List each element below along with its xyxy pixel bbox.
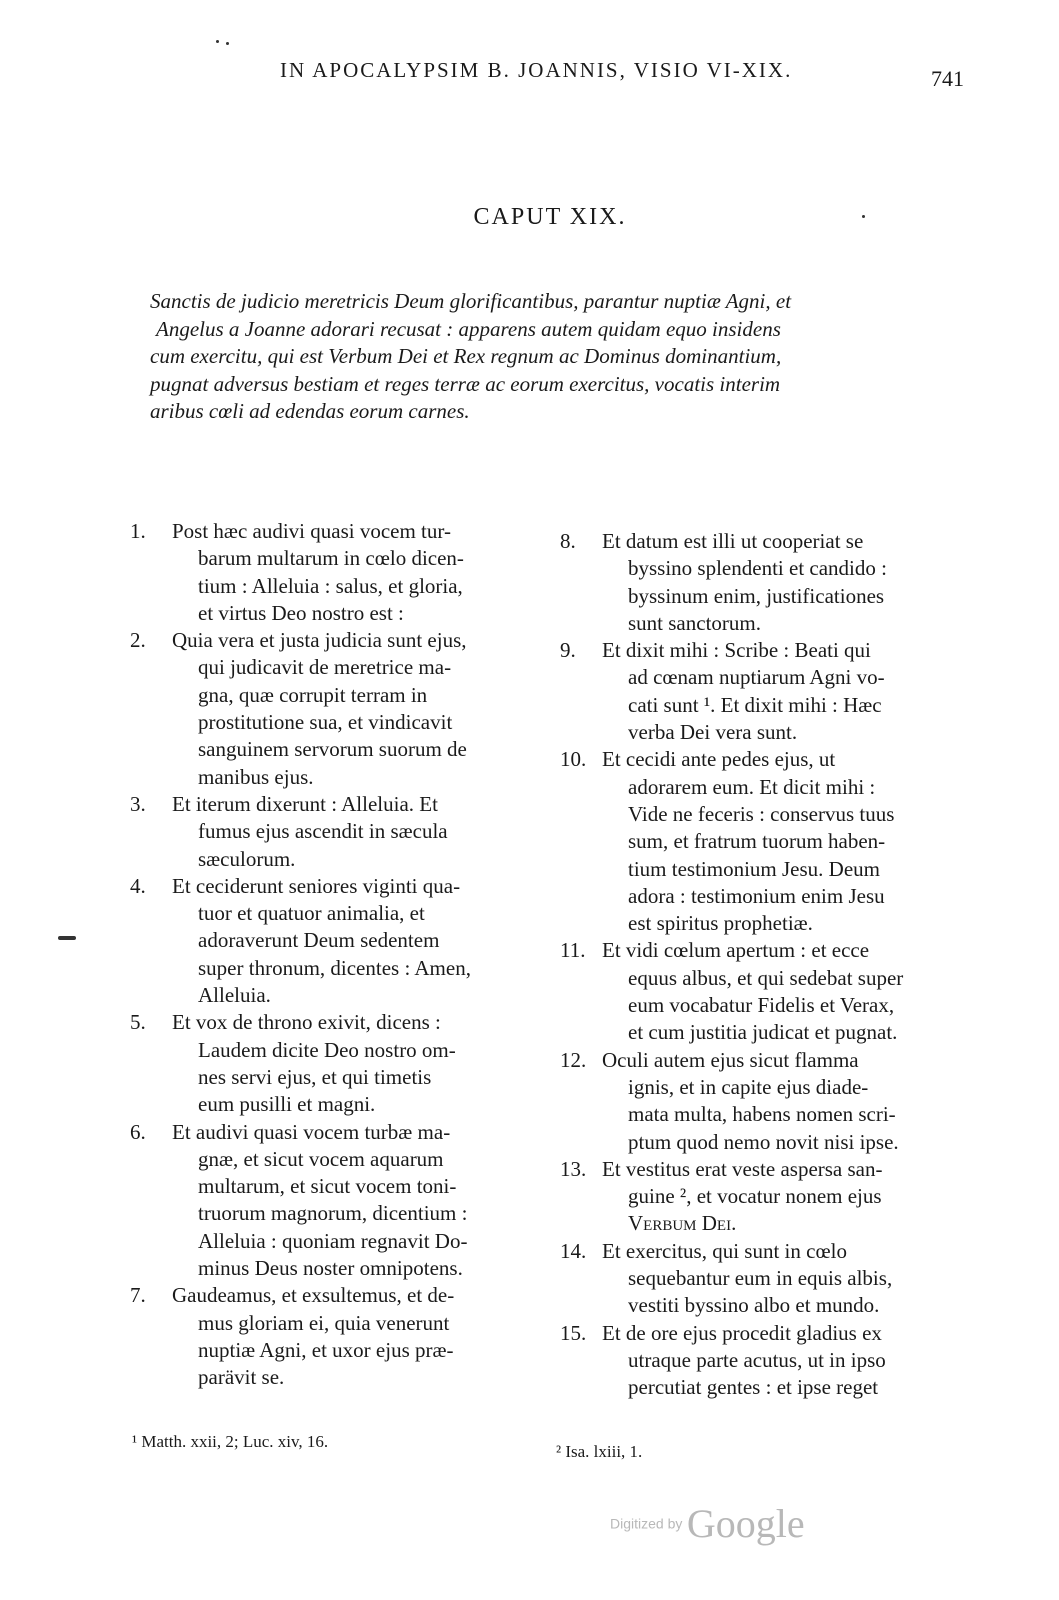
verse	[560, 1156, 955, 1238]
verse-text: Post hæc audivi quasi vocem tur-	[172, 519, 451, 543]
print-speck	[216, 40, 219, 43]
verse-line: adorarem eum. Et dicit mihi :	[628, 774, 876, 799]
verse	[560, 528, 955, 637]
verse-line: est spiritus prophetiæ.	[628, 911, 813, 936]
verse-number: 1.	[130, 519, 146, 543]
verse-first-line	[130, 1282, 530, 1309]
verse-first-line	[560, 637, 955, 664]
verse	[560, 937, 955, 1046]
verse-line: Laudem dicite Deo nostro om-	[198, 1037, 456, 1062]
verse-line: nuptiæ Agni, et uxor ejus præ-	[198, 1337, 454, 1362]
verse-line: minus Deus noster omnipotens.	[198, 1256, 463, 1281]
google-logo: Google	[686, 1501, 805, 1546]
verse-line: utraque parte acutus, ut in ipso	[628, 1347, 886, 1372]
verse-number: 15.	[560, 1320, 587, 1345]
verse	[560, 1320, 955, 1402]
verse-text: Et vidi cœlum apertum : et ecce	[602, 938, 870, 963]
verse-line: gna, quæ corrupit terram in	[198, 682, 428, 707]
summary-line: pugnat adversus bestiam et reges terræ ac eorum exercitus, vocatis interim	[150, 371, 781, 396]
verse-first-line	[130, 873, 530, 900]
summary-line: Angelus a Joanne adorari recusat : apparens autem quidam equo insidens	[156, 316, 781, 341]
verse-first-line	[560, 528, 955, 555]
verse-number: 9.	[560, 638, 576, 663]
digitized-watermark	[610, 1500, 805, 1547]
verse-line: mus gloriam ei, quia venerunt	[198, 1310, 450, 1335]
verse-line: sæculorum.	[198, 846, 296, 871]
verse-line: percutiat gentes : et ipse reget	[628, 1375, 879, 1400]
verse-first-line	[560, 1156, 955, 1183]
verse-line: ignis, et in capite ejus diade-	[628, 1074, 869, 1099]
right-column	[560, 528, 955, 1402]
verse-line: sunt sanctorum.	[628, 610, 761, 635]
verse-number: 12.	[560, 1047, 587, 1072]
left-column	[130, 518, 530, 1392]
verse-line: ad cœnam nuptiarum Agni vo-	[628, 665, 885, 690]
chapter-summary	[150, 288, 956, 426]
verse-line: multarum, et sicut vocem toni-	[198, 1174, 457, 1199]
verse-number: 8.	[560, 529, 576, 553]
verse-line: qui judicavit de meretrice ma-	[198, 655, 452, 680]
verse-line: gnæ, et sicut vocem aquarum	[198, 1146, 444, 1171]
verse-number: 13.	[560, 1156, 587, 1181]
verse-line: sum, et fratrum tuorum haben-	[628, 829, 886, 854]
verse-line: barum multarum in cœlo dicen-	[198, 546, 464, 571]
verse-first-line	[560, 1238, 955, 1265]
verse-text: Oculi autem ejus sicut flamma	[602, 1047, 859, 1072]
verse-line: eum pusilli et magni.	[198, 1092, 376, 1117]
verse-text: Et audivi quasi vocem turbæ ma-	[172, 1119, 451, 1144]
verse-number: 3.	[130, 791, 146, 816]
print-speck	[226, 42, 229, 45]
verse-number: 14.	[560, 1238, 587, 1263]
verse	[560, 1238, 955, 1320]
verse	[560, 1047, 955, 1156]
verse-line: nes servi ejus, et qui timetis	[198, 1064, 432, 1089]
verse-first-line	[560, 1320, 955, 1347]
verse-number: 6.	[130, 1119, 146, 1144]
verse-line: tium testimonium Jesu. Deum	[628, 856, 880, 881]
verse-line: sanguinem servorum suorum de	[198, 737, 467, 762]
verse-line: mata multa, habens nomen scri-	[628, 1102, 896, 1127]
verse-line: ptum quod nemo novit nisi ipse.	[628, 1129, 899, 1154]
verse	[130, 1282, 530, 1391]
chapter-title: CAPUT XIX.	[473, 204, 627, 230]
verse-number: 11.	[560, 938, 586, 963]
verse-line: super thronum, dicentes : Amen,	[198, 955, 471, 980]
verse-first-line	[560, 937, 955, 964]
running-head: IN APOCALYPSIM B. JOANNIS, VISIO VI-XIX.	[280, 58, 793, 82]
verse-text: Et de ore ejus procedit gladius ex	[602, 1320, 882, 1345]
verse-number: 10.	[560, 747, 587, 772]
verse-text: Quia vera et justa judicia sunt ejus,	[172, 628, 467, 653]
verse-first-line	[560, 746, 955, 773]
verse-number: 7.	[130, 1283, 146, 1308]
footnote-right: ² Isa. lxiii, 1.	[556, 1442, 643, 1461]
verse-line: Alleluia : quoniam regnavit Do-	[198, 1228, 468, 1253]
verse-text: Et dixit mihi : Scribe : Beati qui	[602, 638, 871, 663]
summary-line: aribus cœli ad edendas eorum carnes.	[150, 399, 470, 423]
verse-line: fumus ejus ascendit in sæcula	[198, 819, 448, 844]
verse-line: et cum justitia judicat et pugnat.	[628, 1020, 898, 1045]
verse-first-line	[130, 518, 530, 545]
verse-first-line	[130, 627, 530, 654]
verse	[130, 791, 530, 873]
print-speck	[58, 936, 76, 940]
verse	[560, 637, 955, 746]
verse-line: equus albus, et qui sedebat super	[628, 965, 904, 990]
verse-line: parävit se.	[198, 1365, 285, 1390]
verse-number: 5.	[130, 1010, 146, 1035]
verse-text: Et vox de throno exivit, dicens :	[172, 1010, 441, 1035]
verse-line: manibus ejus.	[198, 764, 314, 789]
print-speck	[862, 215, 865, 218]
verse-line: adoraverunt Deum sedentem	[198, 928, 440, 953]
page-number: 741	[931, 66, 964, 91]
verse-line: cati sunt ¹. Et dixit mihi : Hæc	[628, 692, 882, 717]
verse-text: Et datum est illi ut cooperiat se	[602, 529, 864, 553]
summary-line: Sanctis de judicio meretricis Deum glorificantibus, parantur nuptiæ Agni, et	[150, 289, 792, 313]
verse-line: byssino splendenti et candido :	[628, 556, 887, 581]
verse-text: Et vestitus erat veste aspersa san-	[602, 1156, 883, 1181]
verse-line: sequebantur eum in equis albis,	[628, 1266, 893, 1291]
verse-text: Et ceciderunt seniores viginti qua-	[172, 873, 461, 898]
verse	[130, 1119, 530, 1283]
verse-first-line	[130, 1009, 530, 1036]
verse	[130, 627, 530, 791]
verse-line: byssinum enim, justificationes	[628, 583, 885, 608]
footnote-left: ¹ Matth. xxii, 2; Luc. xiv, 16.	[132, 1432, 329, 1451]
verse	[130, 518, 530, 627]
verse	[130, 873, 530, 1009]
verse-line: adora : testimonium enim Jesu	[628, 883, 885, 908]
verse-line: et virtus Deo nostro est :	[198, 600, 404, 625]
verse-line: eum vocabatur Fidelis et Verax,	[628, 993, 895, 1018]
verse-line: guine ², et vocatur nonem ejus	[628, 1184, 882, 1209]
verse-number: 4.	[130, 873, 146, 898]
verse-text: Et exercitus, qui sunt in cœlo	[602, 1238, 847, 1263]
verse-first-line	[560, 1047, 955, 1074]
watermark-prefix: Digitized by	[610, 1515, 683, 1532]
verse-line: tuor et quatuor animalia, et	[198, 901, 425, 926]
verse-text: Et iterum dixerunt : Alleluia. Et	[172, 791, 438, 816]
verse	[130, 1009, 530, 1118]
summary-line: cum exercitu, qui est Verbum Dei et Rex regnum ac Dominus dominantium,	[150, 344, 782, 368]
verse	[560, 746, 955, 937]
verse-line: vestiti byssino albo et mundo.	[628, 1293, 880, 1318]
verse-line: truorum magnorum, dicentium :	[198, 1201, 468, 1226]
verse-first-line	[130, 1119, 530, 1146]
verse-line: verba Dei vera sunt.	[628, 720, 798, 745]
verse-number: 2.	[130, 628, 146, 653]
verse-line: prostitutione sua, et vindicavit	[198, 710, 453, 735]
verse-line: Alleluia.	[198, 983, 271, 1008]
verse-line: tium : Alleluia : salus, et gloria,	[198, 573, 463, 598]
verse-text: Gaudeamus, et exsultemus, et de-	[172, 1283, 455, 1308]
verse-text: Et cecidi ante pedes ejus, ut	[602, 747, 836, 772]
verse-line: Verbum Dei.	[628, 1211, 737, 1236]
verse-first-line	[130, 791, 530, 818]
verse-line: Vide ne feceris : conservus tuus	[628, 801, 895, 826]
